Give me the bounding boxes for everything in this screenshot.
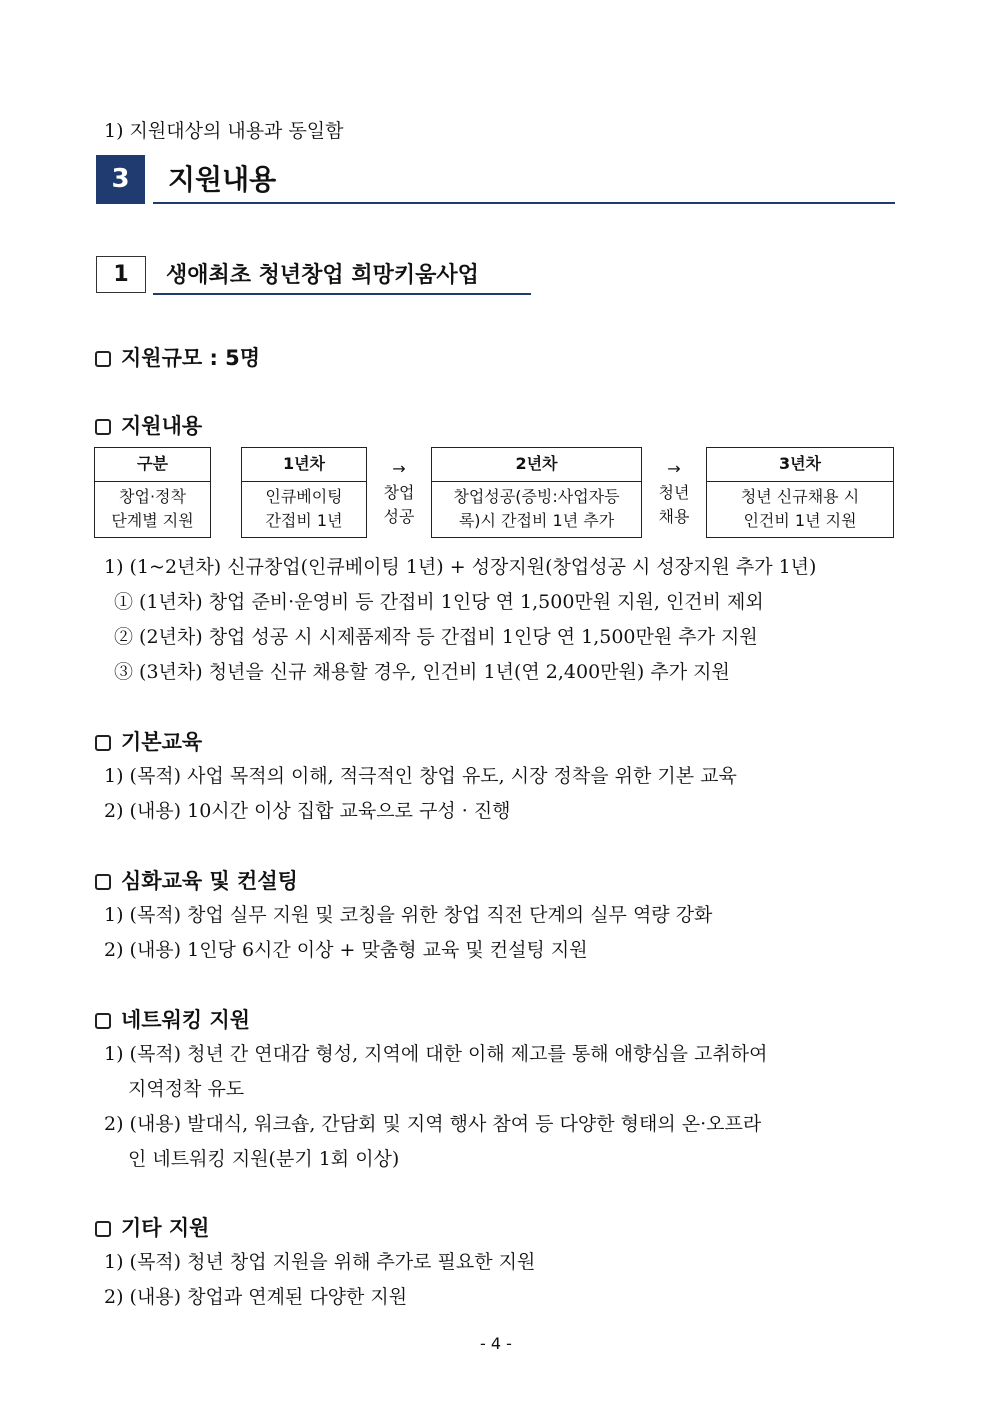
other-label: 기타 지원 <box>121 1216 210 1240</box>
arrow-right-icon: → <box>667 459 681 478</box>
flow-box-year1 <box>241 447 367 538</box>
flow-box-line: 간접비 1년 <box>265 511 343 530</box>
flow-box-line: 록)시 간접비 1년 추가 <box>458 511 615 530</box>
flow-box-header: 3년차 <box>707 448 893 482</box>
flow-box-body <box>432 482 641 533</box>
other-heading <box>95 1212 209 1242</box>
page-number: - 4 - <box>480 1334 512 1353</box>
flow-arrow-label: 청년 <box>658 483 690 502</box>
advanced-edu-heading <box>95 865 298 895</box>
section-number: 3 <box>96 155 145 204</box>
arrow-right-icon: → <box>392 459 406 478</box>
flow-box-line: 청년 신규채용 시 <box>740 487 860 506</box>
content-heading <box>95 410 202 440</box>
subsection-title: 생애최초 청년창업 희망키움사업 <box>166 263 479 288</box>
advanced-edu-item: 2) (내용) 1인당 6시간 이상 + 맞춤형 교육 및 컨설팅 지원 <box>104 939 588 961</box>
checkbox-icon <box>95 735 111 751</box>
section-title: 지원내용 <box>168 163 277 196</box>
flow-arrow-2 <box>644 457 704 529</box>
flow-arrow-1 <box>369 457 429 529</box>
content-subitem: ② (2년차) 창업 성공 시 시제품제작 등 간접비 1인당 연 1,500만원 추가 지원 <box>114 626 758 648</box>
basic-edu-item: 1) (목적) 사업 목적의 이해, 적극적인 창업 유도, 시장 정착을 위한 기본 교육 <box>104 765 737 787</box>
flow-arrow-label: 창업 <box>383 483 415 502</box>
scale-label: 지원규모 : 5명 <box>121 346 261 370</box>
advanced-edu-item: 1) (목적) 창업 실무 지원 및 코칭을 위한 창업 직전 단계의 실무 역량 강화 <box>104 904 713 926</box>
flow-box-category <box>94 447 211 538</box>
flow-box-header: 구분 <box>95 448 210 482</box>
checkbox-icon <box>95 351 111 367</box>
flow-box-body <box>707 482 893 533</box>
basic-edu-item: 2) (내용) 10시간 이상 집합 교육으로 구성 · 진행 <box>104 800 511 822</box>
flow-box-header: 1년차 <box>242 448 366 482</box>
other-item: 2) (내용) 창업과 연계된 다양한 지원 <box>104 1286 408 1308</box>
section-underline <box>153 202 895 204</box>
flow-box-body <box>95 482 210 533</box>
networking-item-cont: 인 네트워킹 지원(분기 1회 이상) <box>128 1148 400 1170</box>
networking-item: 2) (내용) 발대식, 워크숍, 간담회 및 지역 행사 참여 등 다양한 형태의 온·오프라 <box>104 1113 762 1135</box>
flow-box-line: 인큐베이팅 <box>265 487 343 506</box>
content-label: 지원내용 <box>121 414 203 438</box>
flow-box-header: 2년차 <box>432 448 641 482</box>
top-note: 1) 지원대상의 내용과 동일함 <box>104 120 344 142</box>
content-item: 1) (1~2년차) 신규창업(인큐베이팅 1년) + 성장지원(창업성공 시 성장지원 추가 1년) <box>104 556 817 578</box>
checkbox-icon <box>95 1013 111 1029</box>
scale-heading <box>95 342 260 372</box>
flow-arrow-label: 채용 <box>658 507 690 526</box>
flow-box-line: 단계별 지원 <box>111 511 194 530</box>
flow-box-line: 인건비 1년 지원 <box>743 511 857 530</box>
flow-box-line: 창업성공(증빙:사업자등 <box>453 487 620 506</box>
flow-box-year2 <box>431 447 642 538</box>
networking-item-cont: 지역정착 유도 <box>128 1078 245 1100</box>
checkbox-icon <box>95 874 111 890</box>
flow-box-year3 <box>706 447 894 538</box>
advanced-edu-label: 심화교육 및 컨설팅 <box>121 869 298 893</box>
basic-edu-heading <box>95 726 202 756</box>
networking-item: 1) (목적) 청년 간 연대감 형성, 지역에 대한 이해 제고를 통해 애향심을 고취하여 <box>104 1043 768 1065</box>
other-item: 1) (목적) 청년 창업 지원을 위해 추가로 필요한 지원 <box>104 1251 536 1273</box>
flow-box-body <box>242 482 366 533</box>
content-subitem: ③ (3년차) 청년을 신규 채용할 경우, 인건비 1년(연 2,400만원) 추가 지원 <box>114 661 730 683</box>
subsection-underline <box>153 293 531 295</box>
networking-heading <box>95 1004 250 1034</box>
content-subitem: ① (1년차) 창업 준비·운영비 등 간접비 1인당 연 1,500만원 지원, 인건비 제외 <box>114 591 764 613</box>
subsection-number: 1 <box>96 256 146 293</box>
flow-arrow-label: 성공 <box>383 507 415 526</box>
basic-edu-label: 기본교육 <box>121 730 203 754</box>
checkbox-icon <box>95 419 111 435</box>
checkbox-icon <box>95 1221 111 1237</box>
networking-label: 네트워킹 지원 <box>121 1008 251 1032</box>
flow-box-line: 창업·정착 <box>119 487 186 506</box>
